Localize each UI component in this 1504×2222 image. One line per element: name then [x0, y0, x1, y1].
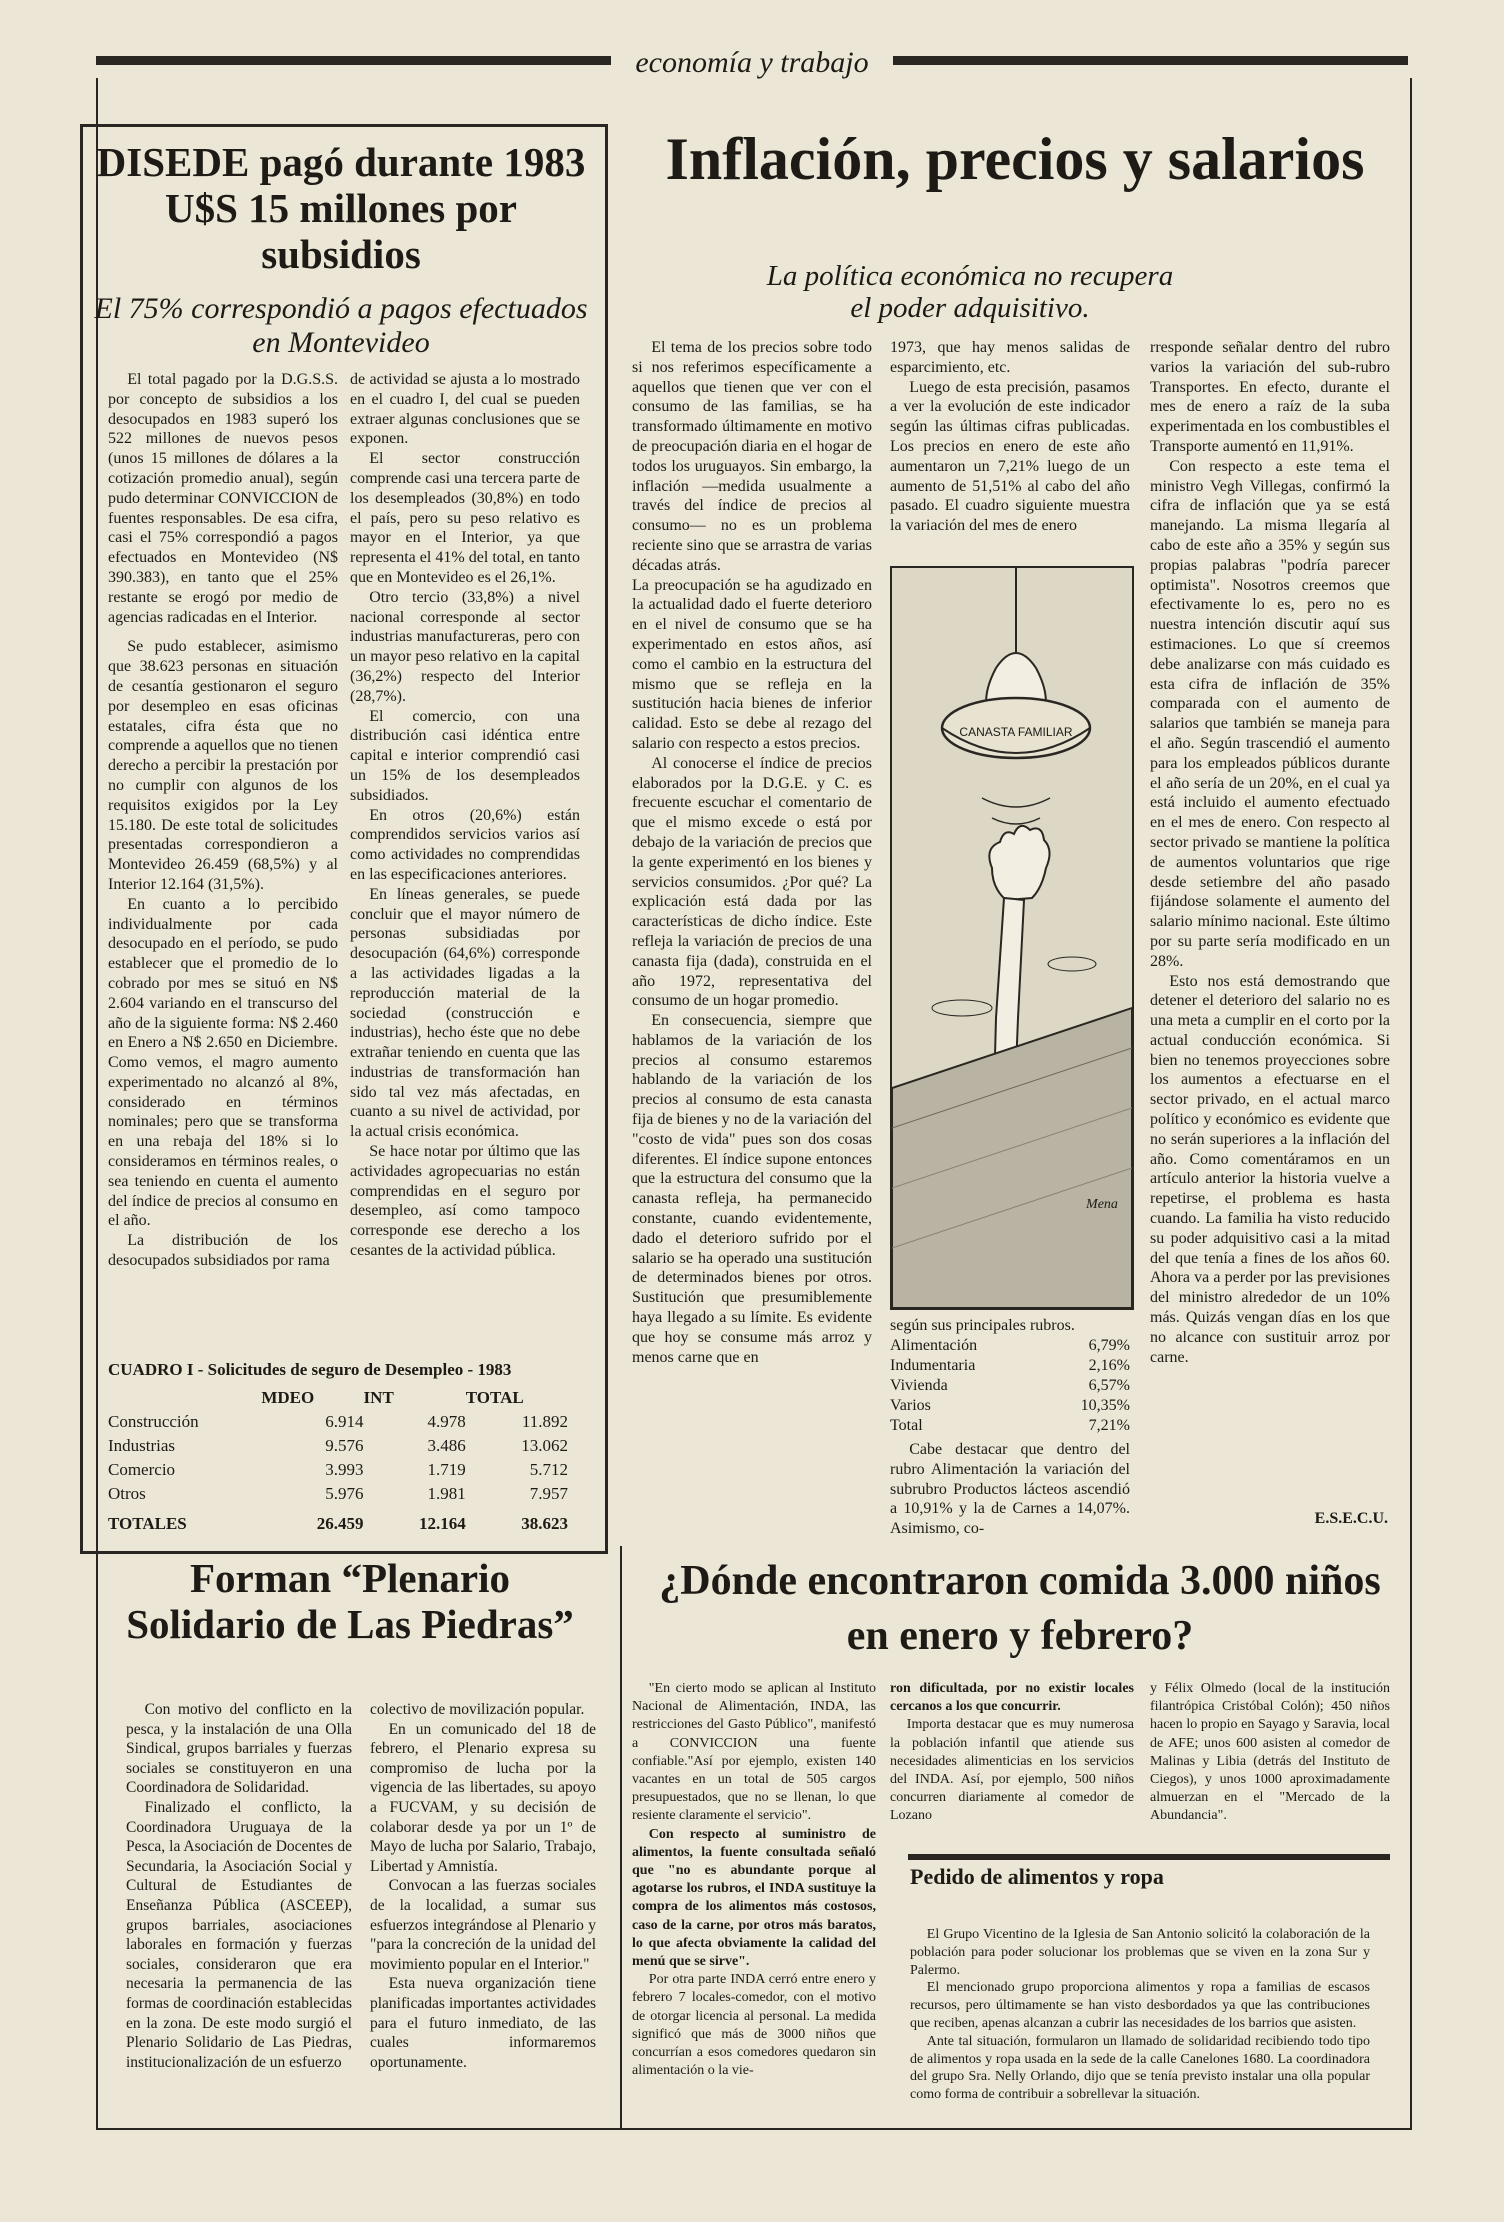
table-cell: 1.719 — [427, 1460, 466, 1479]
comida-column-2 — [890, 1680, 1134, 1826]
section-rule-right — [893, 56, 1408, 65]
table-cell: 3.993 — [325, 1460, 364, 1479]
disede-headline: DISEDE pagó durante 1983 U$S 15 millones por subsidios — [96, 139, 586, 277]
paragraph: El tema de los precios sobre todo si nos referimos específicamente a aquellos que tienen que ver con el consumo de las familias, se ha transformado últimamente en motivo de preocupación diaria en el hogar de todos los uruguayos. Sin embargo, la inflación —medida usualmente a través del índice de precios al consumo— no es un problema reciente sino que se arrastra de varias décadas atrás. — [632, 339, 872, 574]
paragraph: 1973, que hay menos salidas de esparcimiento, etc. — [890, 339, 1130, 376]
table-cell: 26.459 — [316, 1514, 364, 1533]
rubros-intro: según sus principales rubros. — [890, 1317, 1075, 1334]
paragraph: En cuanto a lo percibido individualmente por cada desocupado en el período, se pudo establecer que el promedio de lo cobrado por mes se situó en N$ 2.604 variando en el transcurso del año de la siguiente forma: N$ 2.460 en Enero a N$ 2.650 en Diciembre. Como vemos, el magro aumento experimentado no alcanzó al 8%, considerado en términos nominales; pero que se transforma en una rebaja del 18% si lo consideramos en términos reales, o sea teniendo en cuenta el aumento del índice de precios al consumo en el año. — [108, 895, 338, 1230]
plenario-column-2 — [370, 1700, 596, 2072]
inflacion-subheadline: La política económica no recupera el poder adquisitivo. — [766, 260, 1174, 325]
table-row — [108, 1410, 568, 1434]
paragraph: Finalizado el conflicto, la Coordinadora Uruguaya de la Pesca, la Asociación de Docentes de Secundaria, la Asociación Social y Cultural de Estudiantes de Enseñanza Pública (ASCEEP), grupos barriales, asociaciones laborales en formación y fuerzas sociales, consideraron que era necesaria la permanencia de las formas de coordinación establecidas en la zona. De este modo surgió el Plenario Solidario de Las Piedras, institucionalización de un esfuerzo — [126, 1798, 352, 2071]
inflacion-signature: E.S.E.C.U. — [1314, 1510, 1388, 1527]
table-header-row — [108, 1386, 568, 1410]
cartoon-signature: Mena — [1086, 1197, 1118, 1212]
table-header — [108, 1386, 261, 1410]
bottom-vertical-rule — [620, 1546, 622, 2128]
paragraph: El comercio, con una distribución casi idéntica entre capital e interior comprendió casi un 15% de los desempleados subsidiados. — [350, 707, 580, 804]
rubro-name: Alimentación — [890, 1337, 978, 1354]
paragraph: En consecuencia, siempre que hablamos de la variación de los precios al consumo estaremos hablando de la variación de los precios al consumo de esta canasta fija de bienes y no de la variación del "costo de vida" pues son dos cosas diferentes. El índice supone entonces que la estructura del consumo que la canasta refleja, ha permanecido constante, cuando evidentemente, dado el deterioro sufrido por el salario se ha operado una sustitución de determinados bienes por otros. Sustitución que presumiblemente haya llegado a su límite. Es evidente que hoy se consume más arroz y menos carne que en — [632, 1012, 872, 1366]
table-cell: 5.976 — [325, 1484, 364, 1503]
paragraph: Con respecto a este tema el ministro Vegh Villegas, confirmó la cifra de inflación que ya se está manejando. La misma llegaría al cabo de este año a 35% y según sus propias palabras "podría parecer optimista". Nosotros creemos que efectivamente lo es, pero no es nuestra intención discutir aquí sus estimaciones. Lo que sí creemos debe analizarse con más cuidado es esta cifra de inflación de 35% comparada con el aumento de salarios que también se maneja para el año. Según trascendió el aumento para los empleados públicos durante el año sería de un 20%, en el cual ya está incluido el aumento efectuado en el mes de enero. Con respecto al sector privado se mantiene la política de aumentos voluntarios que rige desde setiembre del año pasado fijándose solamente el aumento del salario mínimo nacional. Este último por su parte sería modificado en un 28%. — [1150, 457, 1390, 970]
paragraph: El total pagado por la D.G.S.S. por concepto de subsidios a los desocupados en 1983 superó los 522 millones de nuevos pesos (unos 15 millones de dólares a la cotización promedio anual), según pudo determinar CONVICCION de fuentes responsables. De esa cifra, casi el 75% correspondió a pagos efectuados en Montevideo (N$ 390.383), en tanto que el 25% restante se erogó por medio de agencias radicadas en el Interior. — [108, 371, 338, 626]
paragraph: Esta nueva organización tiene planificadas importantes actividades para el futuro inmediato, de las cuales informaremos oportunamente. — [370, 1975, 596, 2071]
table-cell: 13.062 — [521, 1436, 568, 1455]
inflacion-column-2-continued — [890, 1440, 1130, 1539]
table-cell: 3.486 — [427, 1436, 466, 1455]
rubro-row — [890, 1416, 1130, 1436]
paragraph: y Félix Olmedo (local de la institución filantrópica Cristóbal Colón); 450 niños hacen lo propio en Sayago y Saravia, local de AFE; unos 600 asisten al comedor de Malinas y Libia (detrás del Instituto de Ciegos), y unos 1000 aproximadamente almuerzan en el "Mercado de la Abundancia". — [1150, 1681, 1390, 1824]
plenario-headline: Forman “Plenario Solidario de Las Piedras” — [126, 1555, 574, 1647]
cuadro-table — [108, 1386, 568, 1536]
table-cell: 6.914 — [325, 1412, 364, 1431]
table-cell: 7.957 — [529, 1484, 568, 1503]
inflacion-column-3 — [1150, 338, 1390, 1367]
rubro-row — [890, 1336, 1130, 1356]
paragraph: Luego de esta precisión, pasamos a ver la evolución de este indicador según las últimas cifras publicadas. Los precios en enero de este año aumentaron un 7,21% luego de un aumento de 51,51% al cabo del año pasado. El cuadro siguiente muestra la variación del mes de enero — [890, 378, 1130, 535]
section-rule-left — [96, 56, 611, 65]
table-header: INT — [363, 1388, 394, 1407]
table-cell: 4.978 — [427, 1412, 466, 1431]
rubro-value: 6,79% — [1088, 1337, 1130, 1354]
table-cell: Industrias — [108, 1436, 176, 1455]
section-title: economía y trabajo — [635, 46, 869, 79]
table-row — [108, 1482, 568, 1506]
paragraph: Con motivo del conflicto en la pesca, y la instalación de una Olla Sindical, grupos barriales y fuerzas sociales se constituyeron en una Coordinadora de Solidaridad. — [126, 1701, 352, 1797]
paragraph: El sector construcción comprende casi una tercera parte de los desempleados (30,8%) en todo el país, pero su peso relativo es mayor en el Interior, ya que representa el 41% del total, en tanto que en Montevideo es el 26,1%. — [350, 450, 580, 586]
rubro-value: 2,16% — [1088, 1357, 1130, 1374]
paragraph: Convocan a las fuerzas sociales de la localidad, a sumar sus esfuerzos integrándose al Plenario y "para la concreción de la unidad del movimiento popular en el Interior." — [370, 1877, 596, 1973]
paragraph: Otro tercio (33,8%) a nivel nacional corresponde al sector industrias manufactureras, pero con un mayor peso relativo en la capital (36,2%) respecto del Interior (28,7%). — [350, 588, 580, 705]
paragraph: Se hace notar por último que las actividades agropecuarias no están comprendidas en el seguro por desempleo, así como tampoco corresponde ese derecho a los cesantes de la actividad pública. — [350, 1143, 580, 1260]
comida-headline: ¿Dónde encontraron comida 3.000 niños en enero y febrero? — [659, 1558, 1381, 1659]
table-header: MDEO — [261, 1388, 315, 1407]
paragraph: "En cierto modo se aplican al Instituto Nacional de Alimentación, INDA, las restricciones del Gasto Público", manifestó a CONVICCION una fuente confiable."Así por ejemplo, existen 140 vacantes en un total de 505 cargos presupuestados, que no se llenan, lo que resiente claramente el servicio". — [632, 1681, 876, 1824]
table-cell: 5.712 — [529, 1460, 568, 1479]
inflacion-column-1 — [632, 338, 872, 1367]
plenario-column-1 — [126, 1700, 352, 2072]
table-cell: 11.892 — [521, 1412, 568, 1431]
paragraph: ron dificultada, por no existir locales cercanos a los que concurrir. — [890, 1681, 1134, 1715]
paragraph: El Grupo Vicentino de la Iglesia de San Antonio solicitó la colaboración de la población para poder solucionar los problemas que se viven en la zona Sur y Palermo. — [910, 1927, 1370, 1978]
rubro-name: Varios — [890, 1397, 931, 1414]
disede-subheadline: El 75% correspondió a pagos efectuados en Montevideo — [94, 292, 588, 359]
paragraph: colectivo de movilización popular. — [370, 1701, 585, 1718]
cuadro-title: CUADRO I - Solicitudes de seguro de Desempleo - 1983 — [108, 1360, 512, 1379]
disede-column-2 — [350, 370, 580, 1261]
rubro-name: Total — [890, 1417, 923, 1434]
table-row — [108, 1434, 568, 1458]
comida-column-1 — [632, 1680, 876, 2080]
paragraph: Esto nos está demostrando que detener el deterioro del salario no es una meta a cumplir en el corto por la actual conducción económica. Si bien no tenemos proyecciones sobre los aumentos a efectuarse en el sector privado, en el actual marco político y económico es evidente que no serán superiores a la inflación del año. Como comentáramos en un artículo anterior la historia vuelve a repetirse, el problema es hasta cuando. La familia ha visto reducido su poder adquisitivo casi a la mitad del que tenía a fines de los años 60. Ahora va a perder por las previsiones del ministro alrededor de un 10% más. Quizás vengan días en los que no alcance con sustituir arroz por carne. — [1150, 972, 1390, 1366]
rubro-row — [890, 1356, 1130, 1376]
paragraph: Con respecto al suministro de alimentos, la fuente consultada señaló que "no es abundante porque al agotarse los rubros, el INDA sustituye la compra de los alimentos más costosos, caso de la carne, por otros más baratos, lo que afecta obviamente la calidad del menú que se sirve". — [632, 1826, 876, 1970]
table-total-row — [108, 1506, 568, 1536]
pedido-body — [910, 1926, 1370, 2104]
cartoon-drawing — [892, 568, 1132, 1308]
table-cell: Otros — [108, 1484, 146, 1503]
rubros-table — [890, 1316, 1130, 1436]
rubro-name: Vivienda — [890, 1377, 948, 1394]
table-cell: Construcción — [108, 1412, 199, 1431]
paragraph: El mencionado grupo proporciona alimentos y ropa a familias de escasos recursos, pero últimamente se han visto desbordados ya que las contribuciones que reciben, apenas alcanzan a cubrir las necesidades de los barrios que asisten. — [910, 1980, 1370, 2031]
rubro-value: 6,57% — [1088, 1377, 1130, 1394]
table-cell: 38.623 — [521, 1514, 568, 1533]
paragraph: En otros (20,6%) están comprendidos servicios varios así como actividades no comprendidas en las especificaciones anteriores. — [350, 806, 580, 883]
paragraph: Cabe destacar que dentro del rubro Alimentación la variación del subrubro Productos lácteos ascendió a 10,91% y la de Carnes a 14,07%. Asimismo, co- — [890, 1441, 1130, 1538]
paragraph: Por otra parte INDA cerró entre enero y febrero 7 locales-comedor, con el motivo de otorgar licencia al personal. La medida significó que más de 3000 niños que concurrían a esos comedores quedaron sin alimentación o la vie- — [632, 1972, 876, 2079]
paragraph: Ante tal situación, formularon un llamado de solidaridad recibiendo todo tipo de alimentos y ropa usada en la sede de la calle Canelones 1680. La coordinadora del grupo Sra. Nelly Orlando, dijo que se tenía previsto instalar una olla popular como forma de contribuir a sobrellevar la situación. — [910, 2033, 1370, 2103]
paragraph: En líneas generales, se puede concluir que el mayor número de personas subsidiadas por desocupación (64,6%) corresponde a las actividades ligadas a la reproducción material de la sociedad (construcción e industrias), hecho éste que no debe extrañar teniendo en cuenta que las industrias de transformación han sido tal vez más afectadas, en cuanto a su nivel de actividad, por la actual crisis económica. — [350, 885, 580, 1141]
cartoon-illustration — [890, 566, 1134, 1310]
cartoon-label: CANASTA FAMILIAR — [959, 725, 1073, 739]
table-cell: Comercio — [108, 1460, 176, 1479]
pedido-headline: Pedido de alimentos y ropa — [910, 1864, 1164, 1889]
table-cell: TOTALES — [108, 1514, 187, 1533]
paragraph: Importa destacar que es muy numerosa la población infantil que atiende sus necesidades alimenticias en los servicios del INDA. Así, por ejemplo, 500 niños concurren diariamente al comedor de Lozano — [890, 1717, 1134, 1824]
paragraph: Se pudo establecer, asimismo que 38.623 personas en situación de cesantía gestionaron el seguro por desempleo en esas oficinas estatales, cifra ésta que no comprende a aquellos que no tienen derecho a percibir la prestación por no cumplir con algunos de los requisitos exigidos por la Ley 15.180. De este total de solicitudes presentadas correspondieron a Montevideo 26.459 (68,5%) y al Interior 12.164 (31,5%). — [108, 638, 338, 893]
paragraph: Al conocerse el índice de precios elaborados por la D.G.E. y C. es frecuente escuchar el comentario de que el mismo excede o está por debajo de la variación de precios que la gente experimentó en los bienes y servicios consumidos. ¿Por qué? La explicación está dada por las características de dicho índice. Este refleja la variación de precios de una canasta fija (dada), construida en el año 1972, representativa del consumo de un hogar promedio. — [632, 754, 872, 1010]
paragraph: En un comunicado del 18 de febrero, el Plenario expresa su compromiso de lucha por la vigencia de las libertades, su apoyo a FUCVAM, y su decisión de colaborar desde ya por un 1º de Mayo de lucha por Salario, Trabajo, Libertad y Amnistía. — [370, 1720, 596, 1875]
rubro-value: 7,21% — [1088, 1417, 1130, 1434]
paragraph: La preocupación se ha agudizado en la actualidad dado el fuerte deterioro en el nivel de consumo que se ha experimentado en estos años, así como el cambio en la estructura del mismo que se refleja en la sustitución hacia bienes de inferior calidad. Esto se debe al rezago del salario con respecto a estos precios. — [632, 576, 872, 752]
rubro-row — [890, 1376, 1130, 1396]
paragraph: rresponde señalar dentro del rubro varios la variación del sub-rubro Transportes. En efecto, durante el mes de enero a raíz de la suba experimentada en los combustibles el Transporte aumentó en 11,91%. — [1150, 339, 1390, 455]
table-cell: 12.164 — [419, 1514, 466, 1533]
table-cell: 1.981 — [427, 1484, 466, 1503]
rubro-value: 10,35% — [1080, 1397, 1130, 1414]
pedido-rule — [908, 1854, 1390, 1860]
inflacion-column-2 — [890, 338, 1130, 536]
comida-column-3 — [1150, 1680, 1390, 1826]
rubro-name: Indumentaria — [890, 1357, 976, 1374]
paragraph: La distribución de los desocupados subsidiados por rama — [108, 1232, 338, 1270]
table-cell: 9.576 — [325, 1436, 364, 1455]
rubro-row — [890, 1396, 1130, 1416]
table-header: TOTAL — [465, 1388, 524, 1407]
section-header — [96, 46, 1408, 79]
paragraph: de actividad se ajusta a lo mostrado en el cuadro I, del cual se pueden extraer algunas conclusiones que se exponen. — [350, 371, 580, 448]
inflacion-headline: Inflación, precios y salarios — [665, 126, 1365, 192]
table-row — [108, 1458, 568, 1482]
disede-column-1 — [108, 370, 338, 1271]
